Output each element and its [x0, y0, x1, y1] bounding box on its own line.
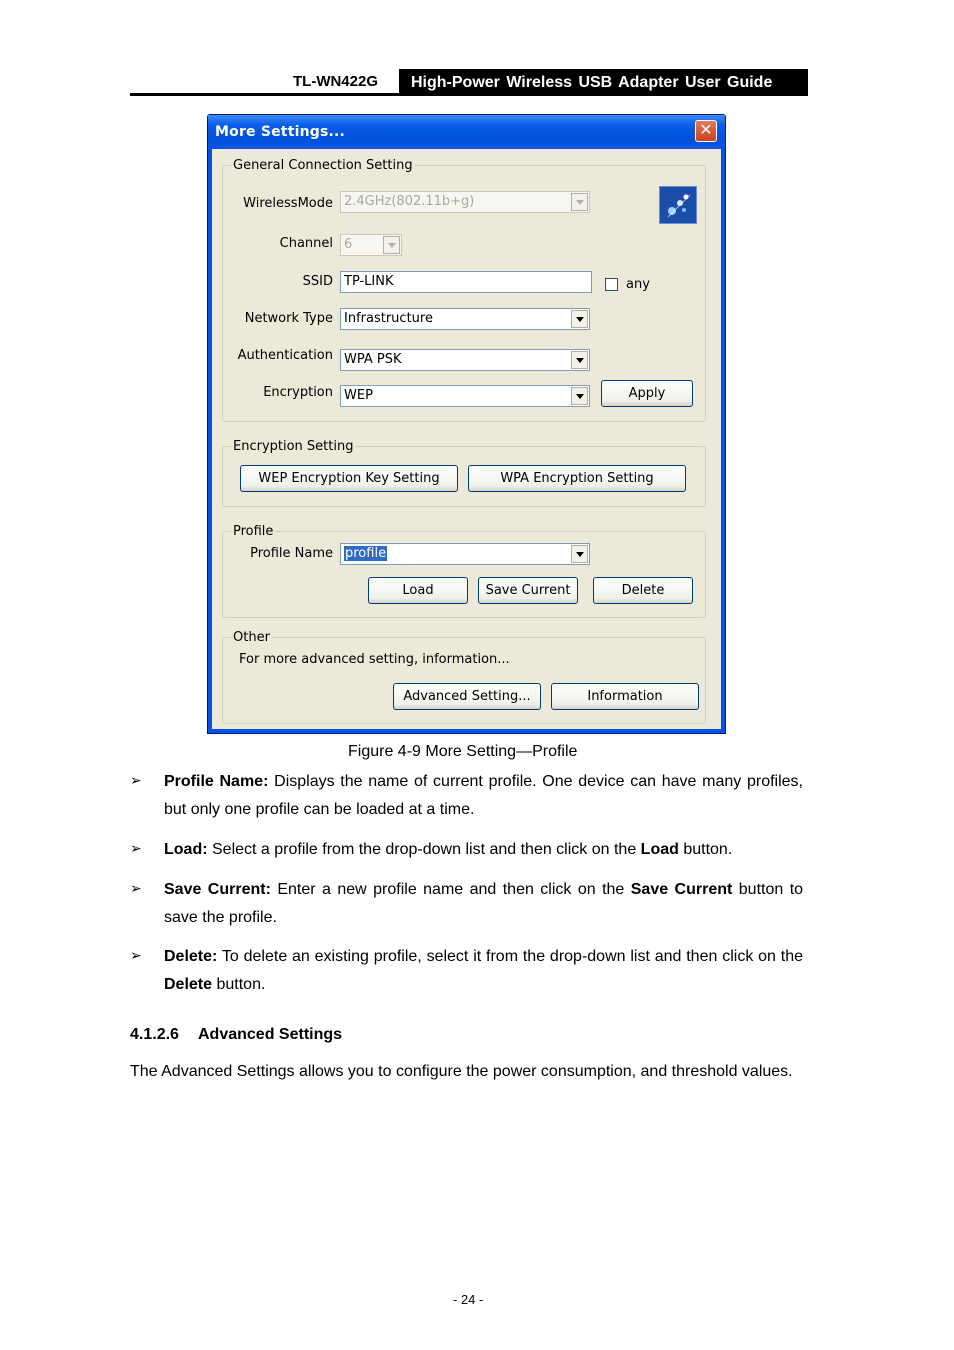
header-model: TL-WN422G [293, 73, 379, 90]
bullet-arrow-icon: ➢ [130, 948, 142, 964]
bullet-term: Save Current: [164, 881, 271, 898]
information-button[interactable]: Information [551, 683, 699, 710]
bullet-delete [130, 943, 803, 998]
chevron-down-icon [383, 236, 400, 254]
encryption-value: WEP [344, 388, 373, 403]
dialog-title: More Settings... [215, 124, 346, 140]
chevron-down-icon [571, 351, 588, 369]
header-rule [130, 93, 808, 96]
dialog-body [212, 149, 721, 729]
wireless-mode-label: WirelessMode [243, 196, 333, 211]
bullet-arrow-icon: ➢ [130, 881, 142, 897]
bullet-save-current [130, 876, 803, 931]
network-type-label: Network Type [244, 311, 333, 326]
wireless-mode-value: 2.4GHz(802.11b+g) [344, 194, 475, 209]
more-settings-dialog [207, 114, 726, 734]
authentication-label: Authentication [237, 348, 333, 363]
bullet-term: Delete: [164, 948, 218, 965]
close-button[interactable] [695, 120, 717, 142]
wireless-mode-select[interactable] [340, 191, 590, 213]
bullet-bold: Delete [164, 975, 213, 993]
chevron-down-icon [571, 545, 588, 563]
section-heading [130, 1026, 342, 1044]
channel-label: Channel [279, 236, 333, 251]
apply-button[interactable]: Apply [601, 380, 693, 407]
bullet-text: Select a profile from the drop-down list and then click on the [207, 841, 641, 858]
encryption-select[interactable] [340, 385, 590, 407]
wep-encryption-key-button[interactable]: WEP Encryption Key Setting [240, 465, 458, 492]
wpa-encryption-setting-button[interactable]: WPA Encryption Setting [468, 465, 686, 492]
section-number: 4.1.2.6 [130, 1026, 179, 1043]
figure-caption: Figure 4-9 More Setting—Profile [348, 743, 578, 760]
close-icon: ✕ [699, 122, 713, 139]
chevron-down-icon [571, 310, 588, 328]
encryption-setting-legend: Encryption Setting [233, 439, 354, 454]
page-number: - 24 - [453, 1292, 484, 1307]
bullet-bold: Save Current [630, 881, 733, 898]
bullet-text: Enter a new profile name and then click on the [270, 881, 631, 898]
bullet-text-end: button. [678, 841, 733, 858]
bullet-text: Displays the name of current profile. One device can have many profiles, but only one profile can be loaded at a time. [164, 773, 804, 818]
bullet-arrow-icon: ➢ [130, 773, 142, 789]
profile-name-value: profile [345, 546, 387, 561]
bullet-load [130, 836, 803, 864]
advanced-setting-button[interactable]: Advanced Setting... [393, 683, 541, 710]
dialog-titlebar [208, 115, 725, 149]
section-paragraph: The Advanced Settings allows you to configure the power consumption, and threshold values. [130, 1063, 793, 1080]
channel-select[interactable] [340, 234, 402, 256]
bullet-text: To delete an existing profile, select it from the drop-down list and then click on the [217, 948, 803, 965]
bullet-bold: Load [640, 841, 679, 858]
bullet-arrow-icon: ➢ [130, 841, 142, 857]
chevron-down-icon [571, 193, 588, 211]
load-button[interactable]: Load [368, 577, 468, 604]
channel-value: 6 [344, 237, 353, 252]
authentication-select[interactable] [340, 349, 590, 371]
other-description: For more advanced setting, information... [239, 652, 510, 667]
network-type-select[interactable] [340, 308, 590, 330]
bullet-term: Profile Name: [164, 773, 269, 790]
wireless-logo-icon [659, 186, 697, 224]
encryption-label: Encryption [263, 385, 333, 400]
general-connection-legend: General Connection Setting [233, 158, 413, 173]
profile-name-label: Profile Name [250, 546, 333, 561]
profile-legend: Profile [233, 524, 274, 539]
ssid-input[interactable] [340, 271, 592, 293]
any-checkbox[interactable] [605, 278, 618, 291]
ssid-value: TP-LINK [344, 274, 394, 289]
bullet-profile-name [130, 768, 803, 823]
network-type-value: Infrastructure [344, 311, 433, 326]
profile-name-select[interactable] [340, 543, 590, 565]
ssid-label: SSID [302, 274, 333, 289]
bullet-term: Load: [164, 841, 208, 858]
bullet-text-end: button to save the profile. [164, 881, 804, 926]
delete-button[interactable]: Delete [593, 577, 693, 604]
header-guide-title: High-Power Wireless USB Adapter User Guide [398, 69, 808, 95]
bullet-text-end: button. [212, 975, 266, 993]
save-current-button[interactable]: Save Current [478, 577, 578, 604]
other-legend: Other [233, 630, 270, 645]
any-label: any [626, 277, 650, 292]
section-title: Advanced Settings [198, 1026, 343, 1043]
authentication-value: WPA PSK [344, 352, 402, 367]
chevron-down-icon [571, 387, 588, 405]
